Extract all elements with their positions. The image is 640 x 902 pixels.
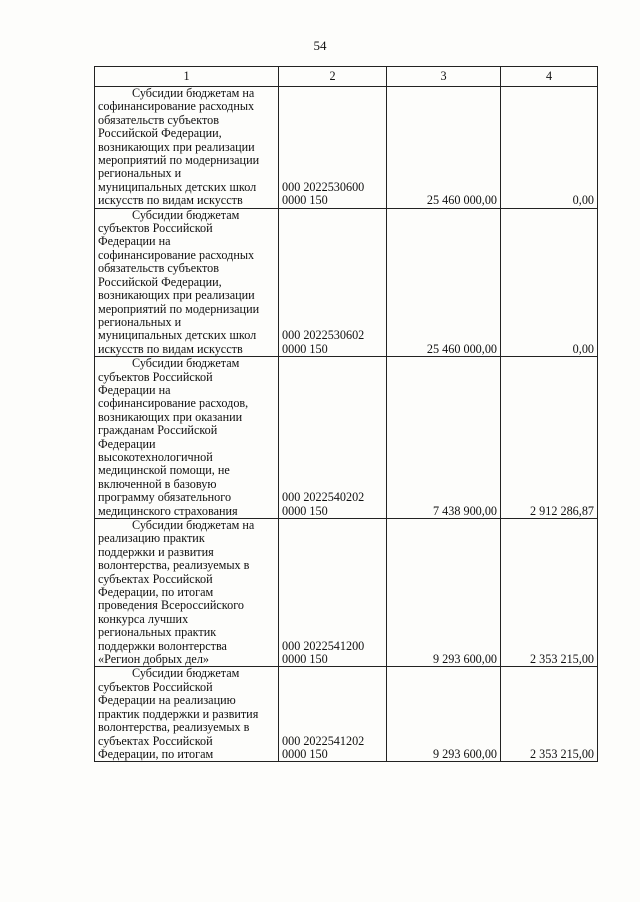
description-line: поддержки и развития [98, 544, 214, 559]
description-line: софинансирование расходов, [98, 396, 249, 411]
code-line: 0000 150 [282, 341, 328, 356]
description-line: проведения Всероссийского [98, 598, 244, 613]
budget-table [94, 66, 598, 762]
budget-code-cell [279, 357, 387, 519]
header-cell-1: 1 [95, 67, 279, 87]
table-row [95, 208, 598, 356]
description-line: Субсидии бюджетам на [132, 86, 255, 100]
subsidy-description-cell [95, 357, 279, 519]
description-line: софинансирование расходных [98, 99, 255, 114]
description-line: Федерации на реализацию [98, 693, 236, 708]
code-line: 000 2022530602 [282, 328, 365, 343]
description-line: муниципальных детских школ [98, 328, 257, 343]
description-line: включенной в базовую [98, 476, 217, 491]
description-line: Субсидии бюджетам на [132, 518, 255, 532]
description-line: волонтерства, реализуемых в [98, 720, 250, 735]
description-line: субъектах Российской [98, 571, 213, 586]
description-line: Российской Федерации, [98, 274, 222, 289]
code-line: 0000 150 [282, 652, 328, 667]
description-line: волонтерства, реализуемых в [98, 558, 250, 573]
description-line: региональных и [98, 314, 182, 329]
description-line: поддержки волонтерства [98, 638, 227, 653]
description-line: Федерации, по итогам [98, 746, 214, 761]
description-line: «Регион добрых дел» [98, 652, 210, 667]
description-line: мероприятий по модернизации [98, 153, 260, 168]
table-row [95, 519, 598, 667]
amount-col3-cell: 25 460 000,00 [387, 87, 501, 209]
budget-code-cell [279, 667, 387, 762]
description-line: гражданам Российской [98, 423, 218, 438]
description-line: реализацию практик [98, 531, 205, 546]
subsidy-description-cell [95, 87, 279, 209]
description-line: искусств по видам искусств [98, 341, 243, 356]
code-line: 0000 150 [282, 746, 328, 761]
amount-col4-cell: 2 353 215,00 [501, 667, 598, 762]
budget-code-cell [279, 208, 387, 356]
description-line: Субсидии бюджетам [132, 356, 240, 371]
description-line: муниципальных детских школ [98, 179, 257, 194]
description-line: Федерации на [98, 382, 171, 397]
description-line: региональных и [98, 166, 182, 181]
description-line: искусств по видам искусств [98, 193, 243, 208]
description-line: Федерации [98, 436, 156, 451]
description-line: субъектов Российской [98, 221, 213, 236]
header-cell-3: 3 [387, 67, 501, 87]
amount-col4-cell: 2 912 286,87 [501, 357, 598, 519]
description-line: возникающих при реализации [98, 139, 255, 154]
subsidy-description-cell [95, 208, 279, 356]
amount-col4-cell: 0,00 [501, 208, 598, 356]
description-line: субъектов Российской [98, 369, 213, 384]
subsidy-description-cell [95, 519, 279, 667]
description-line: субъектов Российской [98, 679, 213, 694]
budget-code-cell [279, 87, 387, 209]
amount-col3-cell: 25 460 000,00 [387, 208, 501, 356]
subsidy-description-cell [95, 667, 279, 762]
amount-col3-cell: 9 293 600,00 [387, 519, 501, 667]
description-line: высокотехнологичной [98, 449, 213, 464]
description-line: возникающих при оказании [98, 409, 243, 424]
amount-col4-cell: 2 353 215,00 [501, 519, 598, 667]
description-line: Субсидии бюджетам [132, 207, 240, 222]
code-line: 0000 150 [282, 193, 328, 208]
description-line: возникающих при реализации [98, 288, 255, 303]
description-line: региональных практик [98, 625, 217, 640]
header-cell-2: 2 [279, 67, 387, 87]
budget-code-cell [279, 519, 387, 667]
description-line: обязательств субъектов [98, 112, 219, 127]
description-line: практик поддержки и развития [98, 706, 259, 721]
table-row [95, 357, 598, 519]
table-row [95, 667, 598, 762]
amount-col3-cell: 7 438 900,00 [387, 357, 501, 519]
amount-col4-cell: 0,00 [501, 87, 598, 209]
description-line: софинансирование расходных [98, 247, 255, 262]
page-number: 54 [313, 38, 327, 53]
description-line: Российской Федерации, [98, 126, 222, 141]
code-line: 000 2022540202 [282, 490, 365, 505]
description-line: Субсидии бюджетам [132, 666, 240, 681]
description-line: медицинской помощи, не [98, 463, 230, 478]
description-line: мероприятий по модернизации [98, 301, 260, 316]
description-line: обязательств субъектов [98, 261, 219, 276]
description-line: Федерации на [98, 234, 171, 249]
description-line: субъектах Российской [98, 733, 213, 748]
description-line: конкурса лучших [98, 611, 189, 626]
table-row [95, 87, 598, 209]
amount-col3-cell: 9 293 600,00 [387, 667, 501, 762]
description-line: Федерации, по итогам [98, 585, 214, 600]
code-line: 0000 150 [282, 503, 328, 518]
code-line: 000 2022541200 [282, 638, 365, 653]
description-line: программу обязательного [98, 490, 232, 505]
code-line: 000 2022530600 [282, 179, 365, 194]
header-cell-4: 4 [501, 67, 598, 87]
table-header-row [95, 67, 598, 87]
code-line: 000 2022541202 [282, 733, 365, 748]
description-line: медицинского страхования [98, 503, 238, 518]
